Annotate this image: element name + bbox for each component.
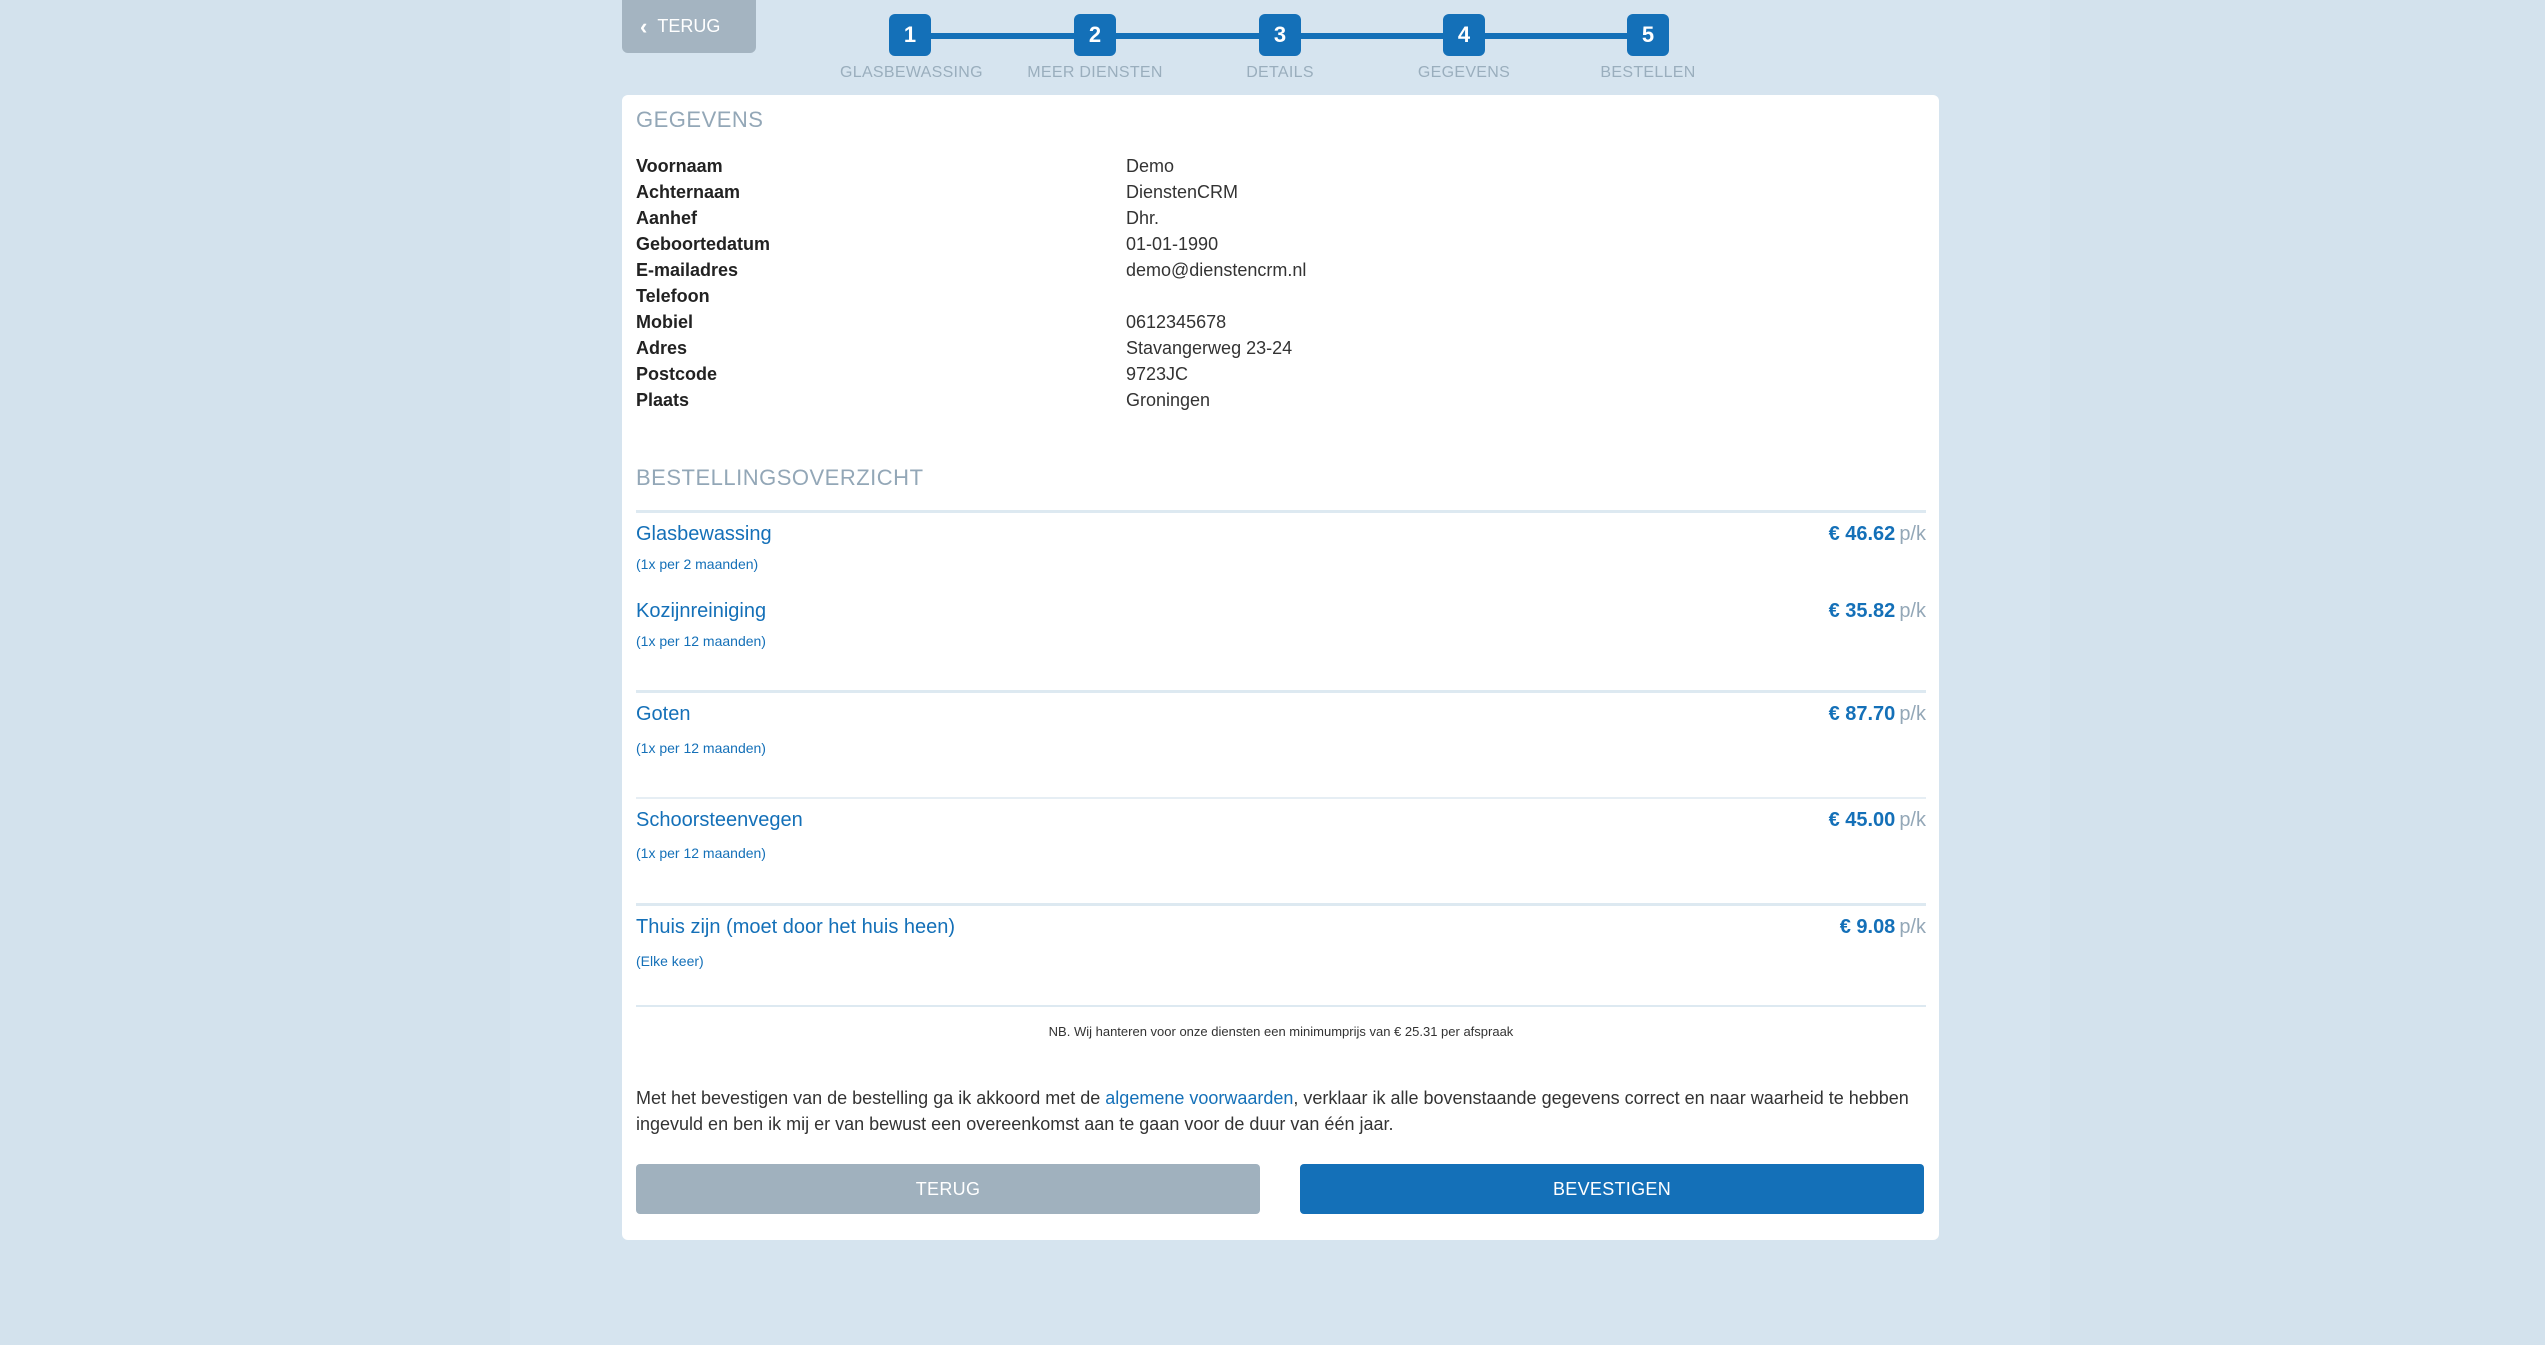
detail-key: Achternaam — [636, 181, 741, 202]
price-value: € 35.82 — [1828, 600, 1896, 622]
order-item — [636, 690, 1926, 797]
detail-key: Voornaam — [636, 155, 723, 176]
detail-row — [636, 283, 1926, 309]
detail-value: 9723JC — [1126, 363, 1189, 384]
detail-key: Geboortedatum — [636, 233, 771, 254]
detail-value: 0612345678 — [1126, 311, 1227, 332]
price-unit: p/k — [1899, 523, 1926, 545]
price-unit: p/k — [1899, 600, 1926, 622]
detail-value: Dhr. — [1126, 207, 1160, 228]
order-item — [636, 797, 1926, 903]
step-label: GEGEVENS — [1417, 64, 1511, 81]
order-frequency: (1x per 12 maanden) — [636, 633, 766, 649]
step-label: GLASBEWASSING — [840, 64, 983, 81]
detail-row — [636, 309, 1926, 335]
order-name: Schoorsteenvegen — [636, 809, 803, 831]
top-back-label: TERUG — [657, 16, 721, 36]
detail-row — [636, 257, 1926, 283]
detail-key: Plaats — [636, 389, 690, 410]
order-name: Kozijnreiniging — [636, 600, 767, 622]
terms-after: , verklaar ik alle bovenstaande gegevens correct en naar waarheid te hebben ingevuld en ben ik mij er van bewust een overeenkomst aan te gaan voor de duur van één jaar. — [636, 1088, 1909, 1134]
detail-row — [636, 387, 1926, 413]
detail-key: Mobiel — [636, 311, 693, 332]
terms-link[interactable]: algemene voorwaarden — [1105, 1088, 1294, 1108]
detail-key: Aanhef — [636, 207, 698, 228]
order-price — [1840, 916, 1926, 939]
detail-key: Adres — [636, 337, 688, 358]
detail-row — [636, 231, 1926, 257]
back-button[interactable]: TERUG — [636, 1164, 1260, 1214]
order-price — [1829, 600, 1926, 623]
details-list — [636, 153, 1926, 413]
step-4[interactable] — [1394, 14, 1534, 82]
details-title: GEGEVENS — [636, 107, 764, 132]
price-unit: p/k — [1899, 809, 1926, 831]
step-label: BESTELLEN — [1600, 64, 1696, 81]
price-value: € 9.08 — [1839, 916, 1896, 938]
detail-key: Telefoon — [636, 285, 710, 306]
progress-stepper — [840, 14, 1700, 84]
detail-key: E-mailadres — [636, 259, 739, 280]
order-price — [1829, 523, 1926, 546]
order-price — [1829, 703, 1926, 726]
detail-value: 01-01-1990 — [1126, 233, 1219, 254]
step-1[interactable] — [840, 14, 983, 82]
order-item — [636, 590, 1926, 690]
step-5[interactable] — [1578, 14, 1718, 82]
top-back-button[interactable] — [622, 0, 756, 53]
order-list — [636, 510, 1926, 1010]
step-label: MEER DIENSTEN — [1027, 64, 1163, 81]
step-number: 3 — [1259, 14, 1301, 56]
order-frequency: (1x per 12 maanden) — [636, 845, 766, 861]
terms-text — [636, 1085, 1926, 1137]
order-price — [1829, 809, 1926, 832]
summary-card — [622, 95, 1939, 1240]
order-name: Thuis zijn (moet door het huis heen) — [636, 916, 956, 938]
page-side-left — [0, 0, 510, 1345]
page-side-right — [2050, 0, 2545, 1345]
price-value: € 87.70 — [1828, 703, 1896, 725]
detail-row — [636, 153, 1926, 179]
detail-row — [636, 335, 1926, 361]
step-2[interactable] — [1025, 14, 1165, 82]
detail-value: DienstenCRM — [1126, 181, 1239, 202]
order-item — [636, 903, 1926, 1010]
order-name: Glasbewassing — [636, 523, 772, 545]
step-number: 4 — [1443, 14, 1485, 56]
overview-title: BESTELLINGSOVERZICHT — [636, 465, 924, 490]
detail-value: Demo — [1126, 155, 1175, 176]
order-item — [636, 510, 1926, 590]
step-number: 5 — [1627, 14, 1669, 56]
order-name: Goten — [636, 703, 691, 725]
detail-value: Groningen — [1126, 389, 1211, 410]
minimum-price-note: NB. Wij hanteren voor onze diensten een minimumprijs van € 25.31 per afspraak — [1048, 1024, 1514, 1039]
order-frequency: (1x per 2 maanden) — [636, 556, 759, 572]
detail-value: demo@dienstencrm.nl — [1126, 259, 1307, 280]
step-label: DETAILS — [1246, 64, 1314, 81]
divider — [636, 1005, 1926, 1007]
detail-value: Stavangerweg 23-24 — [1126, 337, 1293, 358]
price-unit: p/k — [1899, 703, 1926, 725]
step-3[interactable] — [1210, 14, 1350, 82]
confirm-button[interactable]: BEVESTIGEN — [1300, 1164, 1924, 1214]
detail-row — [636, 179, 1926, 205]
order-frequency: (1x per 12 maanden) — [636, 740, 766, 756]
order-frequency: (Elke keer) — [636, 953, 704, 969]
detail-key: Postcode — [636, 363, 718, 384]
terms-before: Met het bevestigen van de bestelling ga ik akkoord met de — [636, 1088, 1106, 1108]
price-value: € 46.62 — [1828, 523, 1896, 545]
step-number: 1 — [889, 14, 931, 56]
price-value: € 45.00 — [1828, 809, 1896, 831]
detail-row — [636, 205, 1926, 231]
price-unit: p/k — [1899, 916, 1926, 938]
chevron-left-icon: ‹ — [640, 13, 648, 39]
detail-row — [636, 361, 1926, 387]
step-number: 2 — [1074, 14, 1116, 56]
